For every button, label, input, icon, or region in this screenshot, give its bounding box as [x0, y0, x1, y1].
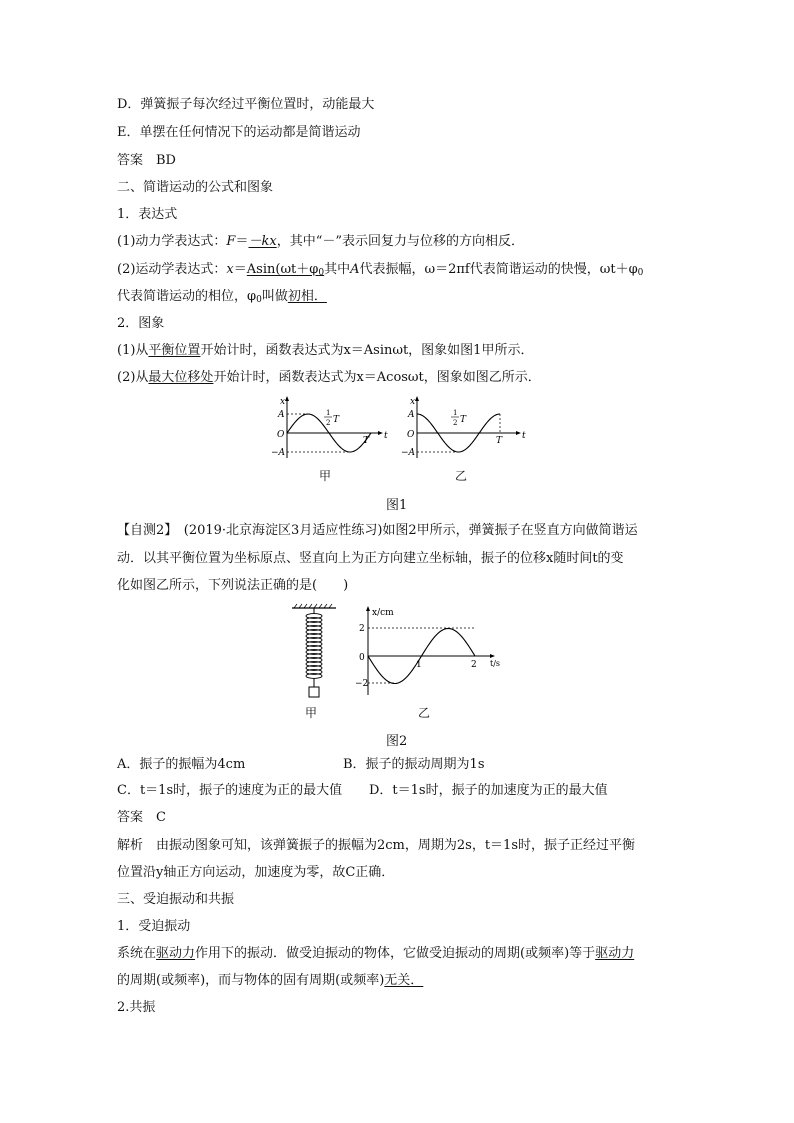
half-numerator: 1	[453, 409, 458, 417]
forced-vibration-para-2: 的周期(或频率)，而与物体的固有周期(或频率)无关．	[117, 973, 424, 988]
half-T-label: T	[333, 415, 340, 425]
figure-2-right-graph	[352, 603, 502, 698]
figure-1-right-caption: 乙	[455, 469, 468, 483]
half-denominator: 2	[326, 419, 331, 427]
tick-negA: −A	[271, 448, 286, 458]
kinematics-expression: (2)运动学表达式：$x=Asin(\omega t+\varphi_0$其中A代表振幅，ω＝2πf代表简谐运动的快慢，$\omega t+\varphi_0$	[117, 262, 644, 278]
spring-coil	[306, 614, 322, 679]
x-tick-2: 2	[471, 660, 477, 670]
figure-2-caption: 图2	[386, 734, 408, 749]
answer-1: 答案 BD	[117, 153, 176, 168]
tick-O: O	[407, 430, 415, 440]
option-d-line: D．弹簧振子每次经过平衡位置时，动能最大	[117, 97, 375, 112]
test-2-line-2: 动．以其平衡位置为坐标原点、竖直向上为正方向建立坐标轴，振子的位移x随时间t的变	[117, 551, 624, 566]
phase-description: 代表简谐运动的相位，$\varphi_0$叫做初相．	[117, 289, 327, 305]
option-c: C．t＝1s时，振子的速度为正的最大值	[117, 783, 343, 798]
figure-1-left-caption: 甲	[319, 469, 332, 483]
answer-2: 答案 C	[117, 810, 166, 825]
section-2-sub-1: 1．表达式	[117, 207, 178, 222]
y-tick-0: 0	[359, 653, 365, 663]
graph-2-desc: (2)从最大位移处开始计时，函数表达式为x＝Acosωt，图象如图乙所示．	[117, 370, 541, 385]
x-axis-label: x	[410, 397, 416, 407]
y-axis-label: x/cm	[372, 608, 394, 618]
forced-vibration-para-1: 系统在驱动力作用下的振动．做受迫振动的物体，它做受迫振动的周期(或频率)等于驱动力	[117, 946, 635, 961]
section-3-sub-1: 1．受迫振动	[117, 919, 191, 934]
y-axis-arrow	[415, 396, 419, 401]
x-axis-label: x	[280, 397, 286, 407]
t-axis-label: t	[522, 431, 526, 441]
section-3-title: 三、受迫振动和共振	[117, 892, 235, 907]
section-3-sub-2: 2.共振	[117, 1000, 156, 1015]
t-axis-label: t	[384, 431, 388, 441]
T-label: T	[363, 436, 370, 446]
figure-1-caption: 图1	[386, 498, 408, 513]
test-2-line-3: 化如图乙所示，下列说法正确的是( )	[117, 578, 349, 593]
figure-2-left-caption: 甲	[305, 706, 318, 720]
option-a: A．振子的振幅为4cm	[117, 757, 246, 772]
x-axis-label: t/s	[490, 659, 501, 668]
y-tick-2: 2	[359, 624, 365, 634]
tick-A: A	[408, 410, 415, 420]
section-2-sub-2: 2．图象	[117, 316, 165, 331]
half-T-label: T	[460, 415, 467, 425]
dynamics-expression: (1)动力学表达式：F＝－kx，其中“－”表示回复力与位移的方向相反．	[117, 234, 524, 249]
spring-oscillator-diagram	[284, 603, 344, 713]
figure-1-right-graph	[400, 395, 525, 465]
half-denominator: 2	[453, 419, 458, 427]
tick-O: O	[277, 430, 285, 440]
tick-A: A	[278, 410, 285, 420]
option-b: B．振子的振动周期为1s	[343, 757, 485, 772]
half-numerator: 1	[326, 409, 331, 417]
x-axis-arrow	[490, 654, 495, 658]
tick-negA: −A	[401, 448, 416, 458]
x-axis-arrow	[516, 431, 521, 435]
figure-2-right-caption: 乙	[418, 706, 431, 720]
test-2-line-1: 【自测2】 (2019·北京海淀区3月适应性练习)如图2甲所示，弹簧振子在竖直方向做简谐运	[117, 523, 638, 538]
figure-1-left-graph	[270, 395, 390, 465]
analysis-line-1: 解析 由振动图象可知，该弹簧振子的振幅为2cm，周期为2s，t＝1s时，振子正经过平衡	[117, 838, 635, 853]
analysis-line-2: 位置沿y轴正方向运动，加速度为零，故C正确．	[117, 865, 395, 880]
T-label: T	[496, 436, 503, 446]
y-axis-arrow	[285, 396, 289, 401]
option-e-line: E．单摆在任何情况下的运动都是简谐运动	[117, 125, 361, 140]
y-axis-arrow	[366, 606, 370, 611]
option-d: D．t＝1s时，振子的加速度为正的最大值	[369, 783, 608, 798]
y-tick-neg2: −2	[355, 679, 369, 689]
x-tick-1: 1	[416, 660, 422, 670]
oscillator-mass	[309, 687, 319, 697]
section-2-title: 二、简谐运动的公式和图象	[117, 180, 274, 195]
graph-1-desc: (1)从平衡位置开始计时，函数表达式为x＝Asinωt，图象如图1甲所示．	[117, 343, 534, 358]
x-axis-arrow	[378, 431, 383, 435]
